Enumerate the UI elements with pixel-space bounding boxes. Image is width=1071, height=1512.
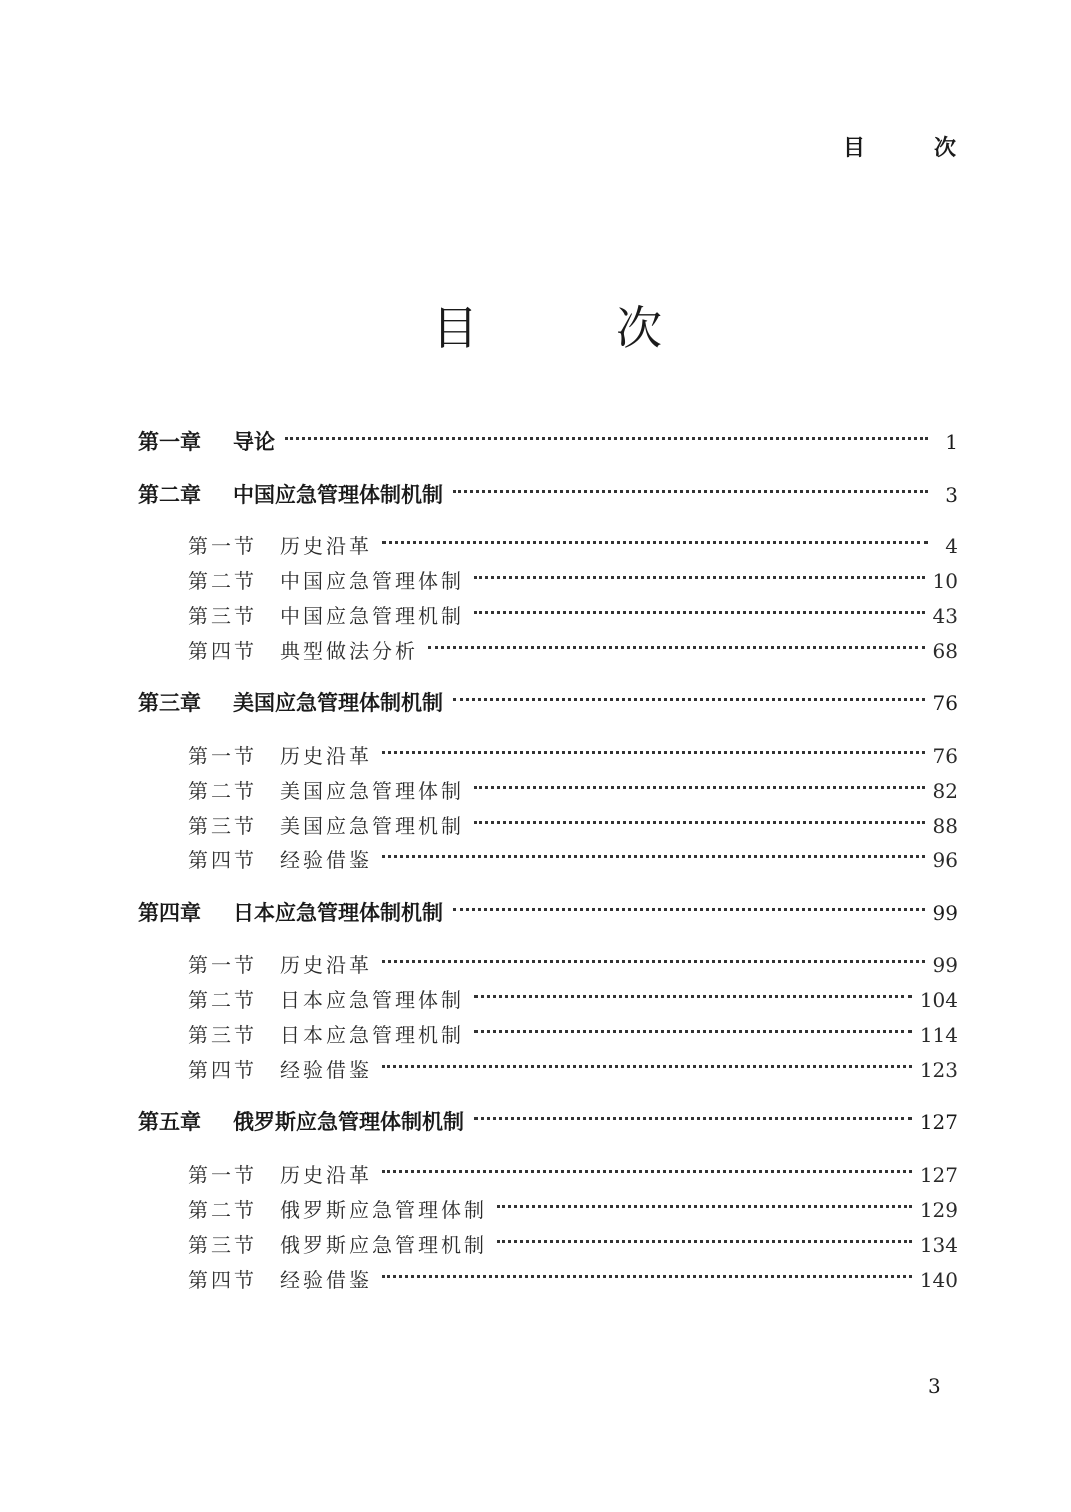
toc-section-number: 第一节 xyxy=(188,534,257,558)
toc-section-number: 第二节 xyxy=(188,779,257,803)
toc-chapter-number: 第二章 xyxy=(138,483,201,507)
toc-section-row[interactable] xyxy=(138,1012,958,1047)
toc-section-title: 美国应急管理机制 xyxy=(280,814,464,838)
toc-section-title: 经验借鉴 xyxy=(280,1268,372,1292)
toc-section-title: 日本应急管理体制 xyxy=(280,988,464,1012)
toc-section-title: 历史沿革 xyxy=(280,744,372,768)
toc-section-title: 典型做法分析 xyxy=(280,639,418,663)
toc-section-title: 俄罗斯应急管理体制 xyxy=(280,1198,487,1222)
toc-dot-leader xyxy=(470,977,916,1007)
toc-page-number: 114 xyxy=(919,1023,958,1047)
toc-page-number: 134 xyxy=(919,1233,958,1257)
toc-section-number: 第四节 xyxy=(188,848,257,872)
toc-page-number: 10 xyxy=(932,569,958,593)
toc-section-row[interactable] xyxy=(138,733,958,768)
page-title-left: 目 xyxy=(432,301,478,355)
running-header-right: 次 xyxy=(933,136,956,161)
toc-chapter-number: 第五章 xyxy=(138,1110,201,1134)
toc-section-number: 第四节 xyxy=(188,1058,257,1082)
toc-section-number: 第三节 xyxy=(188,814,257,838)
toc-section-title: 中国应急管理体制 xyxy=(280,569,464,593)
toc-section-title: 经验借鉴 xyxy=(280,848,372,872)
toc-chapter-title: 导论 xyxy=(233,430,275,454)
toc-section-row[interactable] xyxy=(138,628,958,663)
toc-page-number: 4 xyxy=(945,534,958,558)
toc-page-number: 68 xyxy=(932,639,958,663)
toc-chapter-number: 第四章 xyxy=(138,901,201,925)
toc-chapter-title: 俄罗斯应急管理体制机制 xyxy=(233,1110,464,1134)
toc-dot-leader xyxy=(449,472,932,502)
toc-section-number: 第三节 xyxy=(188,604,257,628)
toc-dot-leader xyxy=(470,593,929,623)
toc-chapter-row[interactable] xyxy=(138,472,958,507)
toc-dot-leader xyxy=(281,419,932,449)
toc-dot-leader xyxy=(378,837,929,867)
running-header-left: 目 xyxy=(843,136,866,161)
toc-dot-leader xyxy=(424,628,929,658)
toc-section-row[interactable] xyxy=(138,768,958,803)
toc-dot-leader xyxy=(470,1012,916,1042)
page-title-right: 次 xyxy=(616,301,662,355)
toc-chapter-title: 日本应急管理体制机制 xyxy=(233,901,443,925)
toc-dot-leader xyxy=(378,1257,916,1287)
toc-page-number: 76 xyxy=(932,744,958,768)
toc-section-row[interactable] xyxy=(138,977,958,1012)
page-number: 3 xyxy=(928,1374,941,1398)
toc-dot-leader xyxy=(378,1152,916,1182)
toc-section-title: 俄罗斯应急管理机制 xyxy=(280,1233,487,1257)
toc-dot-leader xyxy=(493,1187,916,1217)
toc-page-number: 140 xyxy=(919,1268,958,1292)
toc-section-row[interactable] xyxy=(138,837,958,872)
toc-page-number: 129 xyxy=(919,1198,958,1222)
toc-chapter-row[interactable] xyxy=(138,419,958,454)
toc-dot-leader xyxy=(378,942,929,972)
toc-chapter-title: 美国应急管理体制机制 xyxy=(233,691,443,715)
toc-section-number: 第四节 xyxy=(188,1268,257,1292)
toc-page-number: 127 xyxy=(919,1163,958,1187)
toc-page-number: 3 xyxy=(945,483,958,507)
toc-section-row[interactable] xyxy=(138,1257,958,1292)
toc-section-row[interactable] xyxy=(138,803,958,838)
toc-section-row[interactable] xyxy=(138,1152,958,1187)
toc-section-title: 中国应急管理机制 xyxy=(280,604,464,628)
running-header xyxy=(843,134,956,164)
toc-section-row[interactable] xyxy=(138,558,958,593)
toc-chapter-number: 第一章 xyxy=(138,430,201,454)
toc-section-row[interactable] xyxy=(138,1047,958,1082)
toc-page-number: 88 xyxy=(932,814,958,838)
toc-section-title: 美国应急管理体制 xyxy=(280,779,464,803)
toc-chapter-row[interactable] xyxy=(138,890,958,925)
page-title xyxy=(0,296,1071,360)
toc-page-number: 96 xyxy=(932,848,958,872)
toc-dot-leader xyxy=(470,1099,916,1129)
toc-section-title: 历史沿革 xyxy=(280,534,372,558)
toc-section-row[interactable] xyxy=(138,593,958,628)
toc-page-number: 123 xyxy=(919,1058,958,1082)
toc-section-number: 第三节 xyxy=(188,1233,257,1257)
toc-section-row[interactable] xyxy=(138,1222,958,1257)
toc-chapter-title: 中国应急管理体制机制 xyxy=(233,483,443,507)
toc-section-number: 第二节 xyxy=(188,1198,257,1222)
toc-dot-leader xyxy=(493,1222,916,1252)
toc-section-row[interactable] xyxy=(138,1187,958,1222)
toc-chapter-number: 第三章 xyxy=(138,691,201,715)
toc-page-number: 1 xyxy=(945,430,958,454)
toc-page-number: 127 xyxy=(919,1110,958,1134)
toc-section-row[interactable] xyxy=(138,523,958,558)
toc-dot-leader xyxy=(470,768,929,798)
toc-section-title: 历史沿革 xyxy=(280,1163,372,1187)
toc-section-number: 第二节 xyxy=(188,988,257,1012)
toc-section-number: 第四节 xyxy=(188,639,257,663)
toc-chapter-row[interactable] xyxy=(138,680,958,715)
toc-section-number: 第二节 xyxy=(188,569,257,593)
toc-dot-leader xyxy=(470,803,929,833)
toc-dot-leader xyxy=(449,890,929,920)
toc-section-title: 经验借鉴 xyxy=(280,1058,372,1082)
toc-chapter-row[interactable] xyxy=(138,1099,958,1134)
toc-section-number: 第三节 xyxy=(188,1023,257,1047)
toc-page-number: 99 xyxy=(932,901,958,925)
toc-dot-leader xyxy=(378,1047,916,1077)
toc-dot-leader xyxy=(378,523,932,553)
toc-page-number: 99 xyxy=(932,953,958,977)
toc-page-number: 43 xyxy=(932,604,958,628)
toc-page-number: 76 xyxy=(932,691,958,715)
toc-section-number: 第一节 xyxy=(188,744,257,768)
toc-dot-leader xyxy=(378,733,929,763)
toc-page-number: 104 xyxy=(919,988,958,1012)
toc-section-title: 历史沿革 xyxy=(280,953,372,977)
toc-dot-leader xyxy=(470,558,929,588)
toc-section-row[interactable] xyxy=(138,942,958,977)
toc-section-title: 日本应急管理机制 xyxy=(280,1023,464,1047)
toc-dot-leader xyxy=(449,680,929,710)
toc-section-number: 第一节 xyxy=(188,1163,257,1187)
toc-page-number: 82 xyxy=(932,779,958,803)
toc-section-number: 第一节 xyxy=(188,953,257,977)
